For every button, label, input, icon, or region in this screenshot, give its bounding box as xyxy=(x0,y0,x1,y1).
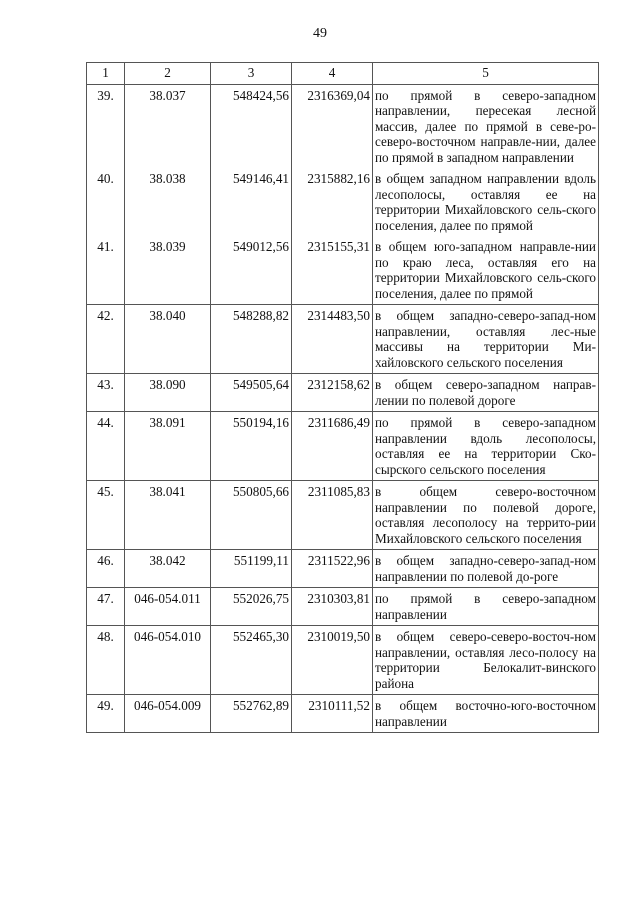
header-col-5: 5 xyxy=(373,63,599,85)
direction-description: в общем юго-западном направле-нии по краю леса, оставляя его на территории Михайловского сель-ского поселения, далее по прямой xyxy=(373,236,599,305)
direction-description: в общем западно-северо-запад-ном направлении по полевой до-роге xyxy=(373,550,599,588)
coord-x: 549146,41 xyxy=(211,168,292,236)
coord-y: 2315155,31 xyxy=(292,236,373,305)
row-number: 40. xyxy=(87,168,125,236)
table-row xyxy=(87,550,599,588)
table-row xyxy=(87,168,599,236)
point-code: 38.091 xyxy=(125,412,211,481)
page-number: 49 xyxy=(313,26,327,41)
coord-y: 2310111,52 xyxy=(292,695,373,733)
header-col-3: 3 xyxy=(211,63,292,85)
point-code: 38.040 xyxy=(125,305,211,374)
point-code: 38.038 xyxy=(125,168,211,236)
row-number: 46. xyxy=(87,550,125,588)
coord-y: 2312158,62 xyxy=(292,374,373,412)
header-col-4: 4 xyxy=(292,63,373,85)
coord-x: 549505,64 xyxy=(211,374,292,412)
table-row xyxy=(87,626,599,695)
header-col-1: 1 xyxy=(87,63,125,85)
direction-description: по прямой в северо-западном направлении, пересекая лесной массив, далее по прямой в севе-ро-северо-восточном направле-нии, далее по прямой в западном направлении xyxy=(373,84,599,168)
direction-description: по прямой в северо-западном направлении вдоль лесополосы, оставляя ее на территории Ско-сырского сельского поселения xyxy=(373,412,599,481)
row-number: 44. xyxy=(87,412,125,481)
point-code: 046-054.011 xyxy=(125,588,211,626)
boundary-table xyxy=(86,62,599,733)
coord-x: 548424,56 xyxy=(211,84,292,168)
coord-x: 552762,89 xyxy=(211,695,292,733)
direction-description: по прямой в северо-западном направлении xyxy=(373,588,599,626)
coord-y: 2314483,50 xyxy=(292,305,373,374)
point-code: 38.042 xyxy=(125,550,211,588)
point-code: 38.037 xyxy=(125,84,211,168)
table-row xyxy=(87,588,599,626)
coord-x: 551199,11 xyxy=(211,550,292,588)
table-row xyxy=(87,305,599,374)
row-number: 41. xyxy=(87,236,125,305)
table-row xyxy=(87,374,599,412)
table-row xyxy=(87,236,599,305)
row-number: 47. xyxy=(87,588,125,626)
point-code: 046-054.009 xyxy=(125,695,211,733)
point-code: 38.090 xyxy=(125,374,211,412)
row-number: 45. xyxy=(87,481,125,550)
table-row xyxy=(87,695,599,733)
coord-x: 550194,16 xyxy=(211,412,292,481)
coord-x: 552465,30 xyxy=(211,626,292,695)
coord-y: 2310303,81 xyxy=(292,588,373,626)
direction-description: в общем восточно-юго-восточном направлении xyxy=(373,695,599,733)
table-row xyxy=(87,412,599,481)
header-col-2: 2 xyxy=(125,63,211,85)
coord-y: 2310019,50 xyxy=(292,626,373,695)
row-number: 48. xyxy=(87,626,125,695)
point-code: 38.041 xyxy=(125,481,211,550)
coord-y: 2311522,96 xyxy=(292,550,373,588)
table-row xyxy=(87,84,599,168)
coord-y: 2316369,04 xyxy=(292,84,373,168)
row-number: 43. xyxy=(87,374,125,412)
coord-x: 552026,75 xyxy=(211,588,292,626)
table-row xyxy=(87,481,599,550)
point-code: 38.039 xyxy=(125,236,211,305)
coord-x: 550805,66 xyxy=(211,481,292,550)
table-header-row xyxy=(87,63,599,85)
direction-description: в общем западно-северо-запад-ном направлении, оставляя лес-ные массивы на территории Ми-хайловского сельского поселения xyxy=(373,305,599,374)
point-code: 046-054.010 xyxy=(125,626,211,695)
direction-description: в общем северо-северо-восточ-ном направлении, оставляя лесо-полосу на территории Белокалит-винского района xyxy=(373,626,599,695)
row-number: 49. xyxy=(87,695,125,733)
coord-x: 549012,56 xyxy=(211,236,292,305)
coord-y: 2311686,49 xyxy=(292,412,373,481)
direction-description: в общем северо-восточном направлении по полевой дороге, оставляя лесополосу на террито-рии Михайловского сельского поселения xyxy=(373,481,599,550)
coord-y: 2311085,83 xyxy=(292,481,373,550)
row-number: 42. xyxy=(87,305,125,374)
row-number: 39. xyxy=(87,84,125,168)
coord-x: 548288,82 xyxy=(211,305,292,374)
direction-description: в общем северо-западном направ-лении по полевой дороге xyxy=(373,374,599,412)
coord-y: 2315882,16 xyxy=(292,168,373,236)
direction-description: в общем западном направлении вдоль лесополосы, оставляя ее на территории Михайловского сель-ского поселения, далее по прямой xyxy=(373,168,599,236)
